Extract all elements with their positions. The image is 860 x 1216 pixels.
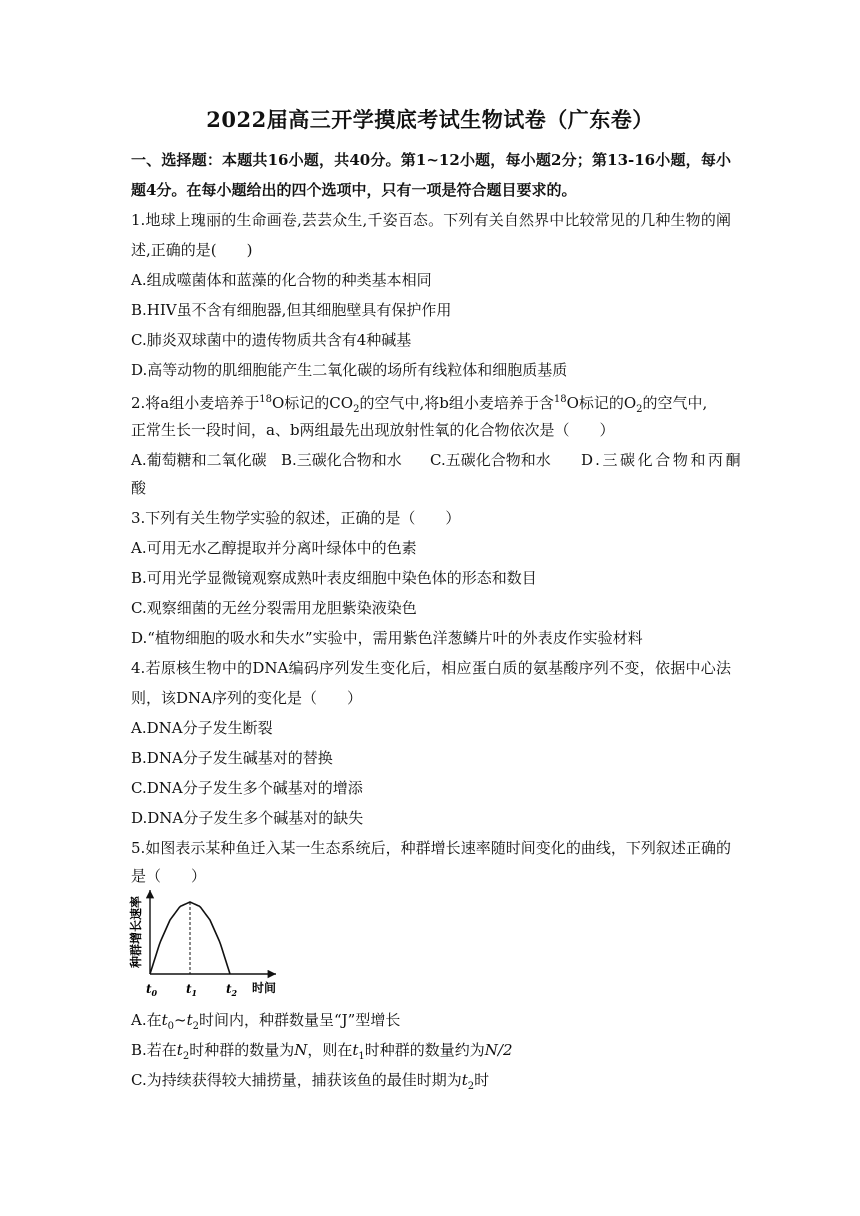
q5b-sub-2: 2 [182, 1051, 190, 1062]
q2-option-d: D.三碳化合物和丙酮 [581, 451, 744, 469]
q5b-n: N [294, 1041, 308, 1059]
q3-option-d: D.“植物细胞的吸水和失水”实验中，需用紫色洋葱鳞片叶的外表皮作实验材料 [131, 629, 643, 647]
q2-text-1: 2.将a组小麦培养于 [131, 394, 260, 412]
q5b-t2: t [176, 1041, 183, 1059]
q4-stem-line2: 则，该DNA序列的变化是（ ） [131, 689, 362, 707]
growth-rate-chart [128, 884, 288, 1004]
q5a-t0: t [161, 1011, 168, 1029]
q5a-t2: t [186, 1011, 193, 1029]
tick-t2-main: t [226, 982, 232, 996]
q1-option-b: B.HIV虽不含有细胞器,但其细胞壁具有保护作用 [131, 301, 452, 319]
q5c-sub-2: 2 [467, 1081, 475, 1092]
q4-stem-line1: 4.若原核生物中的DNA编码序列发生变化后，相应蛋白质的氨基酸序列不变，依据中心法 [131, 659, 731, 677]
tick-label-t2 [226, 982, 238, 998]
q2-sup-2: 18 [553, 394, 567, 405]
q5b-n-half: N/2 [484, 1041, 513, 1059]
q5a-sub-2: 2 [192, 1021, 199, 1032]
q2-text-2: O标记的CO [272, 394, 354, 412]
q2-sub-1: 2 [353, 404, 360, 415]
tick-label-t1 [186, 982, 197, 998]
q3-option-b: B.可用光学显微镜观察成熟叶表皮细胞中染色体的形态和数目 [131, 569, 537, 587]
q5-stem-line1: 5.如图表示某种鱼迁入某一生态系统后，种群增长速率随时间变化的曲线，下列叙述正确的 [131, 839, 731, 857]
q5-option-c [131, 1070, 731, 1097]
q2-stem-line1 [131, 390, 731, 420]
q1-option-c: C.肺炎双球菌中的遗传物质共含有4种碱基 [131, 331, 412, 349]
q2-text-3: 的空气中,将b组小麦培养于含 [359, 394, 554, 412]
q4-option-d: D.DNA分子发生多个碱基对的缺失 [131, 809, 364, 827]
q5b-text-4: 时种群的数量约为 [364, 1041, 485, 1059]
q5a-text-2: 时间内，种群数量呈“J”型增长 [199, 1011, 401, 1029]
q1-option-d: D.高等动物的肌细胞能产生二氧化碳的场所有线粒体和细胞质基质 [131, 361, 568, 379]
q5a-tilde: ~ [174, 1011, 187, 1029]
q5c-text-2: 时 [474, 1071, 490, 1089]
q5-option-b [131, 1040, 731, 1067]
section-heading-line2: 题4分。在每小题给出的四个选项中，只有一项是符合题目要求的。 [131, 181, 577, 199]
q2-option-b: B.三碳化合物和水 [281, 451, 402, 469]
q2-text-5: 的空气中, [642, 394, 708, 412]
q4-option-b: B.DNA分子发生碱基对的替换 [131, 749, 333, 767]
tick-t2-sub: 2 [231, 988, 238, 998]
tick-label-t0 [146, 982, 158, 998]
q2-stem-line2: 正常生长一段时间，a、b两组最先出现放射性氧的化合物依次是（ ） [131, 421, 615, 439]
q5c-text-1: C.为持续获得较大捕捞量，捕获该鱼的最佳时期为 [131, 1071, 462, 1089]
section-heading-line1: 一、选择题：本题共16小题，共40分。第1~12小题，每小题2分；第13-16小题，每小 [131, 151, 731, 169]
q1-stem-line1: 1.地球上瑰丽的生命画卷,芸芸众生,千姿百态。下列有关自然界中比较常见的几种生物的阐 [131, 211, 731, 229]
tick-t0-sub: 0 [151, 988, 158, 998]
page-title: 2022届高三开学摸底考试生物试卷（广东卷） [206, 107, 654, 132]
tick-t1-sub: 1 [191, 988, 198, 998]
q2-option-a: A.葡萄糖和二氧化碳 [131, 451, 267, 469]
y-axis-label: 种群增长速率 [129, 895, 143, 969]
q1-stem-line2: 述,正确的是( ) [131, 241, 253, 259]
tick-t0-main: t [146, 982, 152, 996]
q3-option-c: C.观察细菌的无丝分裂需用龙胆紫染液染色 [131, 599, 417, 617]
q2-option-d-continued: 酸 [131, 479, 147, 497]
q4-option-a: A.DNA分子发生断裂 [131, 719, 273, 737]
q5b-text-2: 时种群的数量为 [189, 1041, 295, 1059]
q5b-text-3: ，则在 [307, 1041, 353, 1059]
q2-sup-1: 18 [259, 394, 272, 405]
q2-sub-2: 2 [636, 404, 643, 415]
q2-option-c: C.五碳化合物和水 [430, 451, 551, 469]
q5-stem-line2: 是（ ） [131, 867, 207, 885]
q3-stem: 3.下列有关生物学实验的叙述，正确的是（ ） [131, 509, 461, 527]
q5b-t1: t [352, 1041, 359, 1059]
q5b-sub-1: 1 [358, 1051, 365, 1062]
q4-option-c: C.DNA分子发生多个碱基对的增添 [131, 779, 363, 797]
x-axis-label: 时间 [252, 981, 277, 995]
q5c-t2: t [461, 1071, 468, 1089]
q5a-text-1: A.在 [131, 1011, 162, 1029]
q1-option-a: A.组成噬菌体和蓝藻的化合物的种类基本相同 [131, 271, 432, 289]
q2-text-4: O标记的O [566, 394, 637, 412]
tick-t1-main: t [186, 982, 192, 996]
q5a-sub-0: 0 [167, 1021, 175, 1032]
q5b-text-1: B.若在 [131, 1041, 177, 1059]
q3-option-a: A.可用无水乙醇提取并分离叶绿体中的色素 [131, 539, 417, 557]
q5-option-a [131, 1010, 731, 1037]
